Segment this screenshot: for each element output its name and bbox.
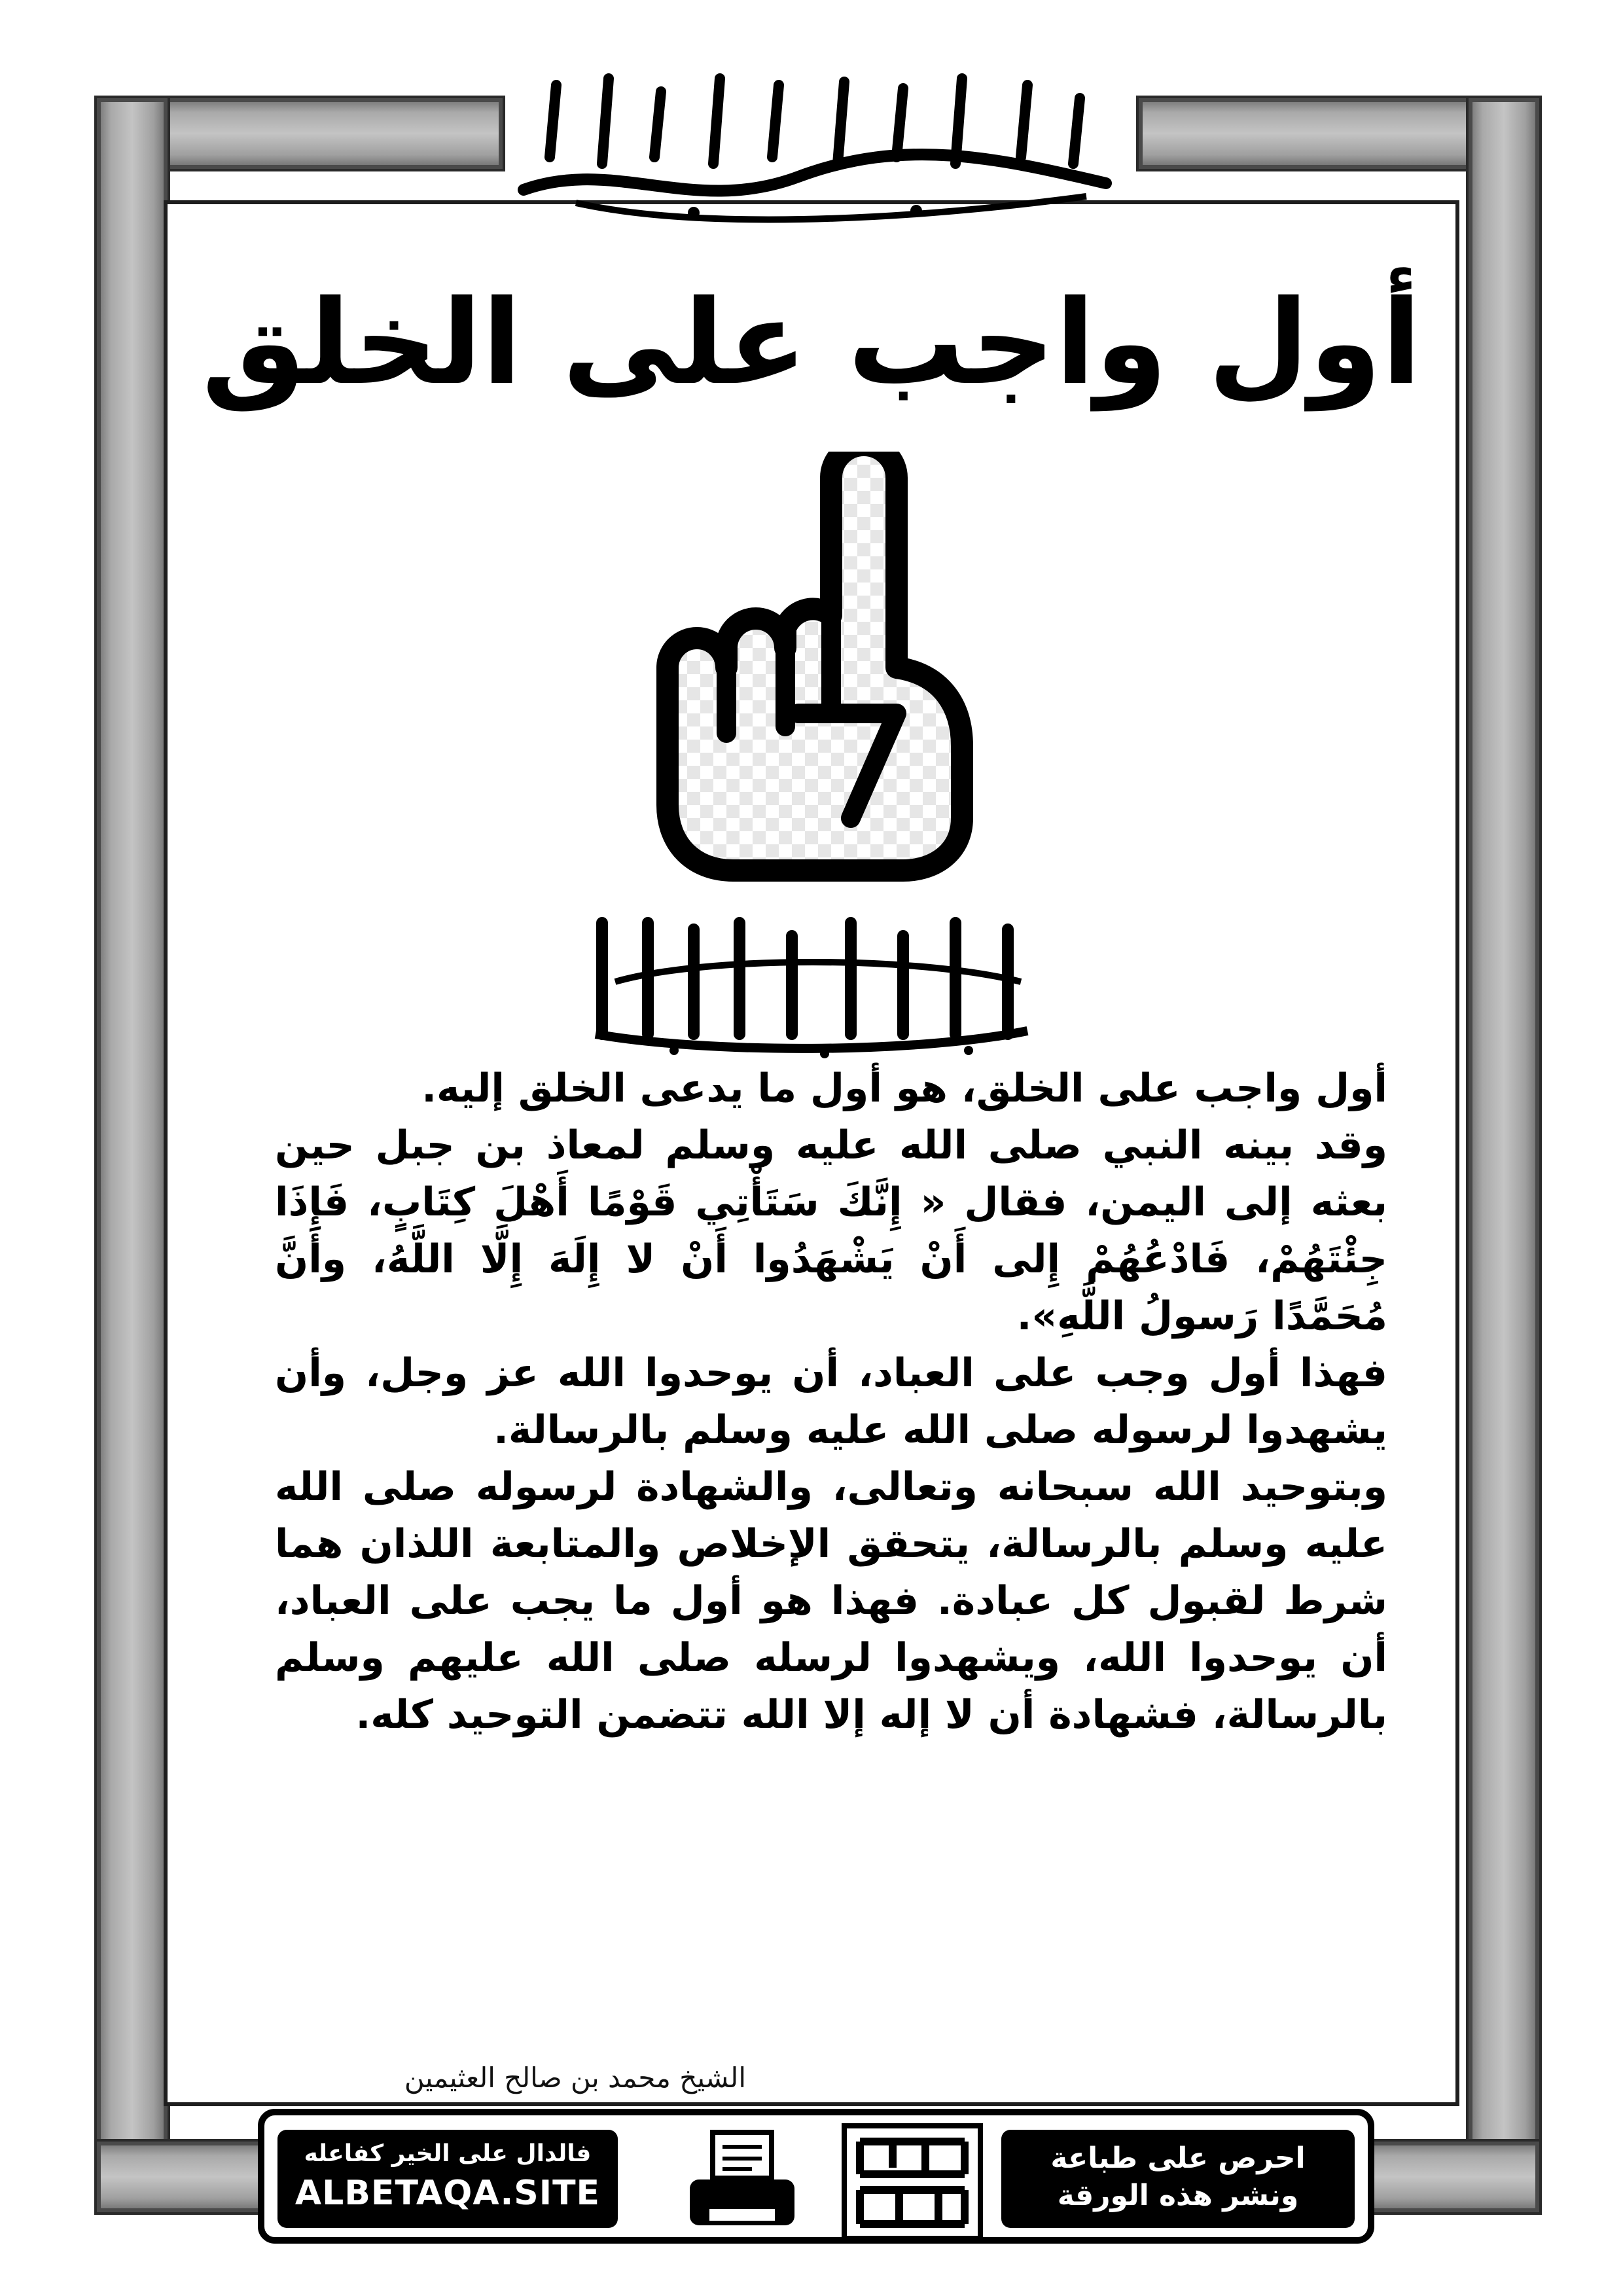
paragraph-4: وبتوحيد الله سبحانه وتعالى، والشهادة لرسوله صلى الله عليه وسلم بالرسالة، يتحقق الإخلاص والمتابعة اللذان هما شرط لقبول كل عبادة. فهذا هو أول ما يجب على العباد، أن يوحدوا الله، ويشهدوا لرسله صلى الله عليهم وسلم بالرسالة، فشهادة أن لا إله إلا الله تتضمن التوحيد كله.	[275, 1464, 1387, 1738]
paragraph-1: أول واجب على الخلق، هو أول ما يدعى الخلق إليه.	[421, 1066, 1387, 1111]
call-line-2: ونشر هذه الورقة	[1057, 2179, 1299, 2212]
footer-call-to-action	[1001, 2130, 1355, 2228]
paragraph-3: فهذا أول وجب على العباد، أن يوحدوا الله عز وجل، وأن يشهدوا لرسوله صلى الله عليه وسلم بالرسالة.	[275, 1350, 1387, 1453]
frame-right	[1469, 98, 1539, 2212]
footer-banner	[258, 2109, 1374, 2244]
basmala-calligraphy	[497, 59, 1126, 229]
footer-motto: فالدال على الخير كفاعله	[304, 2140, 592, 2167]
footer-site-block	[277, 2130, 618, 2228]
footer-site-link[interactable]: ALBETAQA.SITE	[294, 2174, 601, 2213]
author-attribution: الشيخ محمد بن صالح العثيمين	[404, 2062, 746, 2094]
call-line-1: احرص على طباعة	[1050, 2142, 1306, 2175]
page-title: أول واجب على الخلق	[202, 275, 1421, 410]
index-finger-hand-icon	[635, 452, 988, 884]
paragraph-2: وقد بينه النبي صلى الله عليه وسلم لمعاذ بن جبل حين بعثه إلى اليمن، فقال « إِنَّكَ سَتَأْتِي قَوْمًا أَهْلَ كِتَابٍ، فَإِذَا جِئْتَهُمْ، فَادْعُهُمْ إِلى أَنْ يَشْهَدُوا أَنْ لا إِلَهَ إِلَّا اللَّهُ، وأَنَّ مُحَمَّدًا رَسولُ اللَّهِ».	[275, 1122, 1387, 1339]
shahada-calligraphy	[576, 897, 1047, 1060]
article-body	[275, 1060, 1387, 1744]
printer-icon	[683, 2127, 801, 2238]
dawat-alwaraqa-logo	[840, 2122, 984, 2242]
frame-left	[97, 98, 168, 2212]
